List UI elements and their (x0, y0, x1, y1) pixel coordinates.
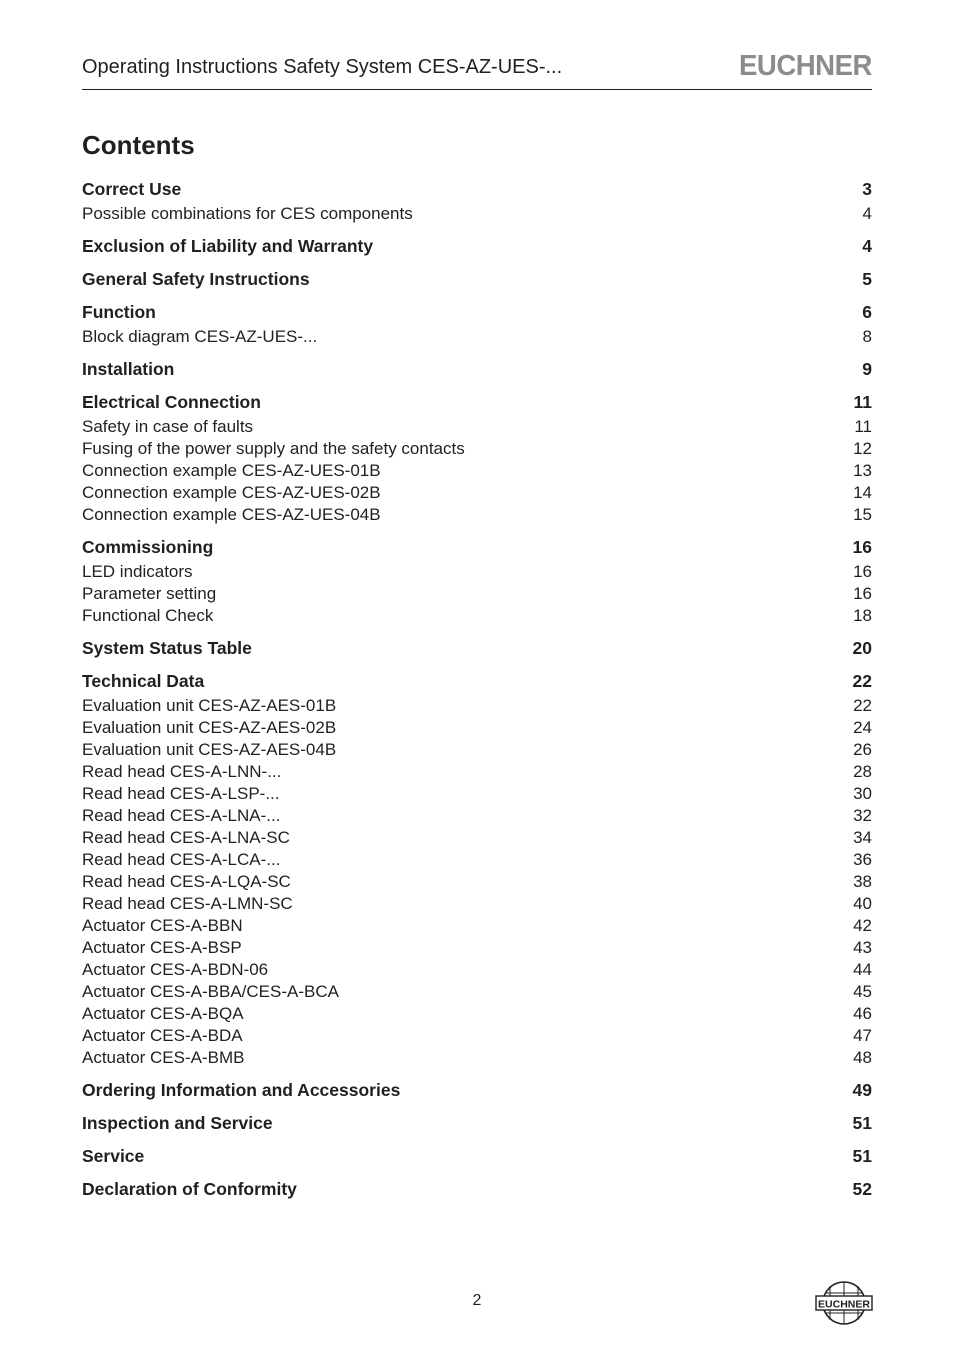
toc-entry-title: Connection example CES-AZ-UES-02B (82, 483, 381, 502)
toc-section (82, 670, 872, 1069)
toc-entry (82, 827, 872, 849)
euchner-logo-icon (815, 1280, 873, 1326)
toc-entry (82, 783, 872, 805)
toc-entry-title: Read head CES-A-LCA-... (82, 850, 281, 869)
toc-entry-title: Read head CES-A-LNN-... (82, 762, 282, 781)
toc-entry-title: Actuator CES-A-BDN-06 (82, 960, 269, 979)
toc-section (82, 391, 872, 526)
toc-entry-page: 38 (853, 872, 872, 891)
toc-entry (82, 460, 872, 482)
toc-section (82, 637, 872, 660)
toc-section-title: Function (82, 302, 156, 322)
toc-section (82, 268, 872, 291)
toc-section-page: 9 (862, 359, 872, 379)
toc-section-page: 16 (852, 537, 872, 557)
toc-entry (82, 583, 872, 605)
page-number: 2 (472, 1292, 482, 1309)
toc-entry-title: Parameter setting (82, 584, 217, 603)
toc-section-heading (82, 301, 872, 324)
toc-section-page: 6 (862, 302, 872, 322)
toc-section-page: 5 (862, 269, 872, 289)
toc-entry-title: Actuator CES-A-BBA/CES-A-BCA (82, 982, 339, 1001)
toc-entry-page: 16 (853, 562, 872, 581)
toc-entry-title: Actuator CES-A-BQA (82, 1004, 244, 1023)
toc-entry-page: 16 (853, 584, 872, 603)
toc-section-heading (82, 391, 872, 414)
toc-entry-title: Actuator CES-A-BDA (82, 1026, 243, 1045)
toc-section (82, 301, 872, 348)
toc-section-heading (82, 637, 872, 660)
toc-entry (82, 893, 872, 915)
toc-entry-page: 4 (862, 204, 872, 223)
toc-entry-title: Possible combinations for CES components (82, 204, 413, 223)
toc-section-title: Service (82, 1146, 145, 1166)
toc-entry (82, 871, 872, 893)
toc-section-heading (82, 358, 872, 381)
toc-entry-title: Safety in case of faults (82, 417, 254, 436)
toc-section (82, 178, 872, 225)
toc-entry (82, 1025, 872, 1047)
toc-entry (82, 326, 872, 348)
toc-entry (82, 1047, 872, 1069)
toc-entry-title: Evaluation unit CES-AZ-AES-04B (82, 740, 337, 759)
toc-section (82, 1145, 872, 1168)
toc-section (82, 536, 872, 627)
toc-section-title: Inspection and Service (82, 1113, 273, 1133)
toc-entry-title: Connection example CES-AZ-UES-01B (82, 461, 381, 480)
toc-entry (82, 717, 872, 739)
toc-entry-title: Block diagram CES-AZ-UES-... (82, 327, 318, 346)
toc-entry-title: Connection example CES-AZ-UES-04B (82, 505, 381, 524)
toc-entry-page: 30 (853, 784, 872, 803)
toc-section-heading (82, 1079, 872, 1102)
document-title: Operating Instructions Safety System CES-AZ-UES-... (82, 56, 563, 78)
toc-section-title: Ordering Information and Accessories (82, 1080, 401, 1100)
toc-section-title: General Safety Instructions (82, 269, 310, 289)
toc-entry-page: 47 (853, 1026, 872, 1045)
toc-entry-page: 44 (853, 960, 872, 979)
toc-entry (82, 504, 872, 526)
toc-entry-title: Actuator CES-A-BMB (82, 1048, 245, 1067)
toc-section-title: Installation (82, 359, 175, 379)
toc-section-heading (82, 536, 872, 559)
toc-section-page: 20 (852, 638, 872, 658)
toc-section-title: Commissioning (82, 537, 214, 557)
toc-entry-title: Read head CES-A-LNA-SC (82, 828, 290, 847)
toc-section-heading (82, 1112, 872, 1135)
toc-entry-page: 46 (853, 1004, 872, 1023)
toc-entry-title: Fusing of the power supply and the safety contacts (82, 439, 465, 458)
toc-entry-page: 24 (853, 718, 872, 737)
toc-entry (82, 959, 872, 981)
toc-section-title: Exclusion of Liability and Warranty (82, 236, 374, 256)
toc-entry (82, 438, 872, 460)
toc-entry-title: Actuator CES-A-BBN (82, 916, 243, 935)
svg-text:EUCHNER: EUCHNER (818, 1298, 870, 1311)
toc-entry-page: 15 (853, 505, 872, 524)
toc-entry-page: 28 (853, 762, 872, 781)
toc-entry-page: 48 (853, 1048, 872, 1067)
toc-entry-page: 14 (853, 483, 872, 502)
toc-section-page: 22 (852, 671, 872, 691)
toc-entry-page: 32 (853, 806, 872, 825)
toc-entry-page: 43 (853, 938, 872, 957)
toc-section-title: Technical Data (82, 671, 205, 691)
toc-section-page: 4 (862, 236, 872, 256)
toc-entry (82, 561, 872, 583)
toc-entry-title: Evaluation unit CES-AZ-AES-02B (82, 718, 337, 737)
toc-entry (82, 981, 872, 1003)
toc-entry-page: 12 (853, 439, 872, 458)
toc-section (82, 1178, 872, 1201)
toc-entry (82, 695, 872, 717)
toc-section-page: 11 (853, 392, 872, 412)
toc-section-heading (82, 1178, 872, 1201)
toc-section-title: Correct Use (82, 179, 182, 199)
toc-section-page: 52 (852, 1179, 872, 1199)
toc-section-page: 3 (862, 179, 872, 199)
toc-entry-page: 13 (853, 461, 872, 480)
toc-entry-page: 36 (853, 850, 872, 869)
brand-wordmark: EUCHNER (739, 50, 872, 82)
toc-section (82, 358, 872, 381)
toc-section (82, 1112, 872, 1135)
toc-entry-page: 22 (853, 696, 872, 715)
toc-entry (82, 739, 872, 761)
toc-entry (82, 849, 872, 871)
toc-entry-title: Read head CES-A-LSP-... (82, 784, 280, 803)
toc-entry-title: LED indicators (82, 562, 193, 581)
toc-entry (82, 915, 872, 937)
toc-entry-title: Read head CES-A-LNA-... (82, 806, 281, 825)
toc-section-heading (82, 178, 872, 201)
toc-entry-title: Functional Check (82, 606, 214, 625)
toc-entry-page: 40 (853, 894, 872, 913)
toc-entry-page: 26 (853, 740, 872, 759)
toc-entry-page: 8 (862, 327, 872, 346)
toc-entry (82, 482, 872, 504)
contents-heading: Contents (82, 130, 195, 160)
toc-section-heading (82, 1145, 872, 1168)
toc-entry-title: Actuator CES-A-BSP (82, 938, 242, 957)
toc-entry-title: Read head CES-A-LQA-SC (82, 872, 291, 891)
toc-entry (82, 203, 872, 225)
toc-entry (82, 805, 872, 827)
toc-entry-page: 45 (853, 982, 872, 1001)
toc-entry (82, 761, 872, 783)
toc-entry-page: 42 (853, 916, 872, 935)
toc-section-page: 51 (852, 1146, 872, 1166)
toc-section-heading (82, 235, 872, 258)
toc-entry-title: Read head CES-A-LMN-SC (82, 894, 293, 913)
page-header (82, 52, 872, 90)
toc-section-title: Declaration of Conformity (82, 1179, 297, 1199)
toc-section-page: 49 (852, 1080, 872, 1100)
toc-entry (82, 937, 872, 959)
toc-entry (82, 416, 872, 438)
toc-section-title: Electrical Connection (82, 392, 261, 412)
toc-section-heading (82, 268, 872, 291)
toc-section-title: System Status Table (82, 638, 252, 658)
toc-section-page: 51 (852, 1113, 872, 1133)
toc-entry (82, 1003, 872, 1025)
table-of-contents (82, 178, 872, 1211)
toc-section (82, 1079, 872, 1102)
toc-section (82, 235, 872, 258)
toc-section-heading (82, 670, 872, 693)
toc-entry (82, 605, 872, 627)
toc-entry-title: Evaluation unit CES-AZ-AES-01B (82, 696, 337, 715)
toc-entry-page: 11 (854, 417, 872, 436)
toc-entry-page: 34 (853, 828, 872, 847)
toc-entry-page: 18 (853, 606, 872, 625)
